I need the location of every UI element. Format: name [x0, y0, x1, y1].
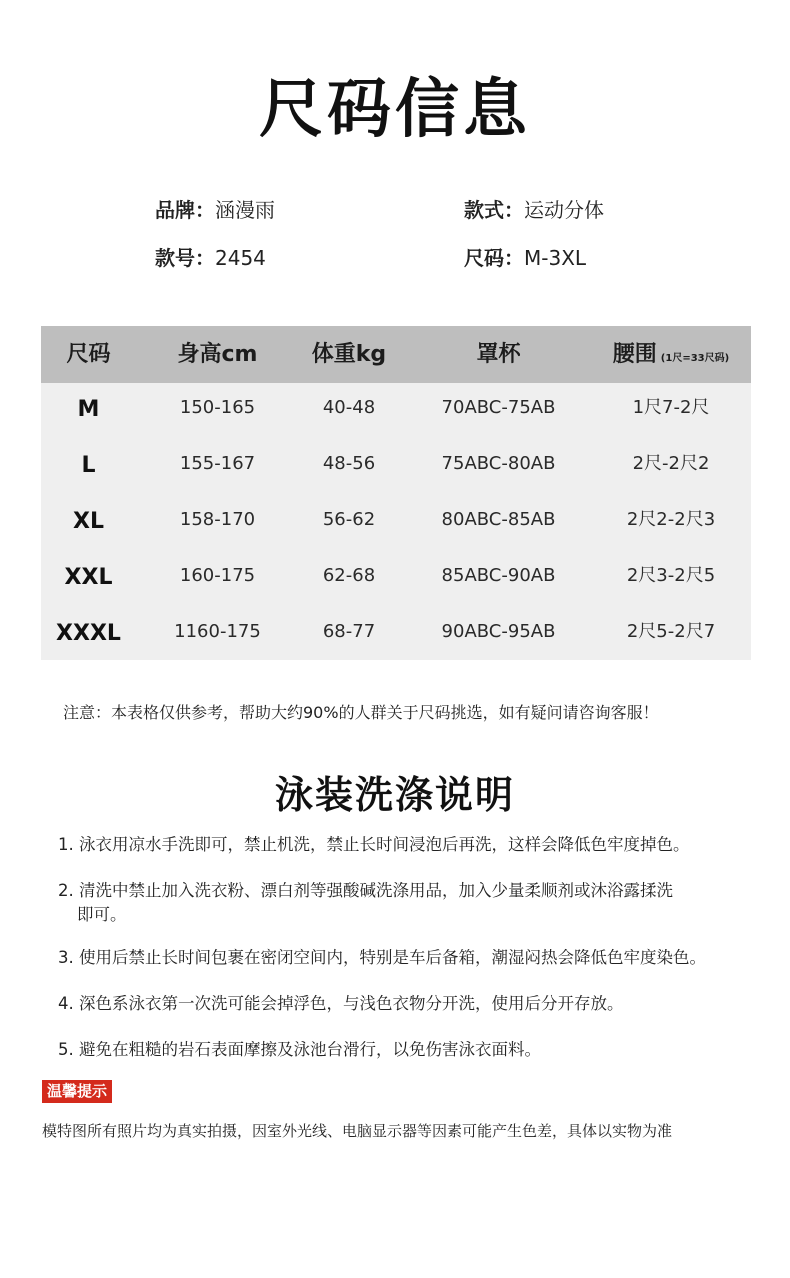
- wash-item-2-cont: 即可。: [77, 905, 127, 924]
- size-range-value: M-3XL: [524, 246, 587, 270]
- size-range-label: 尺码：: [464, 246, 524, 270]
- cell-weight: 68-77: [322, 621, 376, 642]
- page-title: 尺码信息: [259, 73, 531, 147]
- table-row: [41, 551, 751, 607]
- tip-text: 模特图所有照片均为真实拍摄，因室外光线、电脑显示器等因素可能产生色差，具体以实物为准: [42, 1122, 673, 1140]
- cell-weight: 56-62: [322, 509, 376, 530]
- brand-value: 涵漫雨: [215, 198, 275, 222]
- wash-item-2: 2. 清洗中禁止加入洗衣粉、漂白剂等强酸碱洗涤用品，加入少量柔顺剂或沐浴露揉洗: [58, 881, 673, 900]
- brand-label: 品牌：: [155, 198, 215, 222]
- cell-cup: 80ABC-85AB: [441, 509, 556, 530]
- cell-height: 155-167: [179, 453, 256, 474]
- header-waist-label: 腰围: [612, 342, 657, 367]
- cell-weight: 48-56: [322, 453, 376, 474]
- cell-size: XL: [73, 509, 104, 534]
- cell-cup: 75ABC-80AB: [441, 453, 556, 474]
- cell-height: 158-170: [179, 509, 256, 530]
- cell-cup: 90ABC-95AB: [441, 621, 556, 642]
- wash-item-1: 1. 泳衣用凉水手洗即可，禁止机洗，禁止长时间浸泡后再洗，这样会降低色牢度掉色。: [58, 835, 690, 854]
- cell-height: 1160-175: [174, 621, 261, 642]
- size-note: 注意：本表格仅供参考，帮助大约90%的人群关于尺码挑选，如有疑问请咨询客服！: [63, 703, 659, 722]
- header-height: 身高cm: [177, 342, 258, 367]
- brand-info: [155, 194, 275, 223]
- table-row: [41, 439, 751, 495]
- cell-waist: 1尺7-2尺: [632, 397, 710, 418]
- table-row: [41, 607, 751, 663]
- header-size: 尺码: [66, 342, 111, 367]
- cell-cup: 85ABC-90AB: [441, 565, 556, 586]
- size-range-info: [464, 242, 586, 271]
- header-waist-note: (1尺=33尺码): [660, 353, 730, 364]
- cell-size: M: [77, 397, 100, 422]
- table-row: [41, 383, 751, 439]
- cell-size: XXL: [64, 565, 113, 590]
- cell-weight: 40-48: [322, 397, 376, 418]
- cell-size: L: [81, 453, 96, 478]
- cell-height: 150-165: [179, 397, 256, 418]
- cell-weight: 62-68: [322, 565, 376, 586]
- header-weight: 体重kg: [311, 342, 387, 367]
- cell-height: 160-175: [179, 565, 256, 586]
- cell-waist: 2尺-2尺2: [632, 453, 710, 474]
- wash-item-5: 5. 避免在粗糙的岩石表面摩擦及泳池台滑行，以免伤害泳衣面料。: [58, 1040, 541, 1059]
- table-header: [41, 326, 751, 383]
- style-info: [464, 194, 604, 223]
- header-cup: 罩杯: [476, 342, 521, 367]
- style-value: 运动分体: [524, 198, 604, 222]
- cell-waist: 2尺5-2尺7: [626, 621, 716, 642]
- table-row: [41, 495, 751, 551]
- model-label: 款号：: [155, 246, 215, 270]
- wash-item-4: 4. 深色系泳衣第一次洗可能会掉浮色，与浅色衣物分开洗，使用后分开存放。: [58, 994, 624, 1013]
- model-value: 2454: [215, 246, 266, 270]
- cell-waist: 2尺2-2尺3: [626, 509, 716, 530]
- header-waist: [591, 326, 751, 383]
- cell-waist: 2尺3-2尺5: [626, 565, 716, 586]
- model-info: [155, 242, 266, 271]
- cell-size: XXXL: [56, 621, 121, 646]
- wash-title: 泳装洗涤说明: [274, 773, 515, 817]
- style-label: 款式：: [464, 198, 524, 222]
- size-table: [41, 326, 751, 660]
- wash-item-3: 3. 使用后禁止长时间包裹在密闭空间内，特别是车后备箱，潮湿闷热会降低色牢度染色。: [58, 948, 706, 967]
- cell-cup: 70ABC-75AB: [441, 397, 556, 418]
- tip-badge: 温馨提示: [42, 1080, 112, 1103]
